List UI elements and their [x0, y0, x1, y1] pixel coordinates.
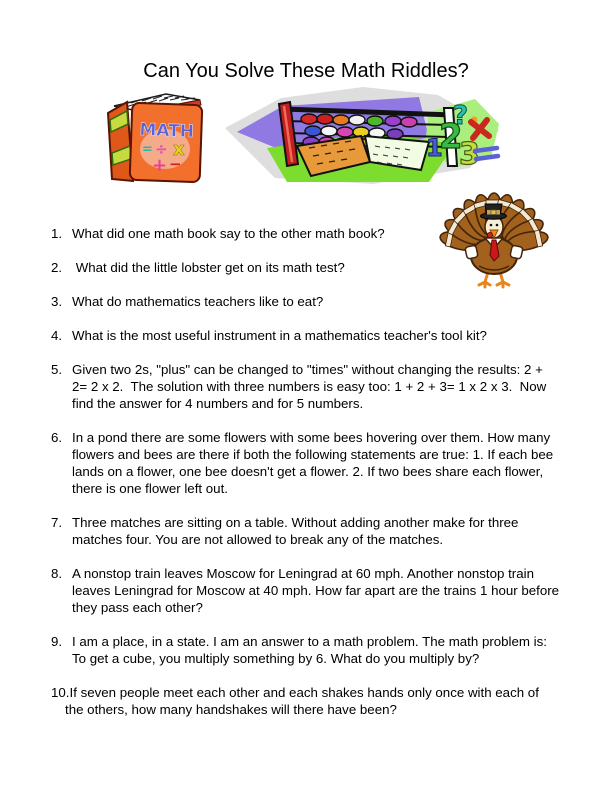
riddle-text: What did one math book say to the other math book?: [72, 226, 385, 241]
riddle-number: 8.: [51, 566, 63, 581]
riddle-text: In a pond there are some flowers with some bees hovering over them. How many flowers and bees are there if both the following statements are true: 1. If each bee lands on a flower, one bee doesn't get a flower. 2. If two bees share each flower, there is one flower left out.: [72, 430, 557, 496]
riddle-number: 2.: [51, 260, 63, 275]
riddle-item-5: [0, 361, 561, 412]
turkey-clipart: [439, 182, 549, 292]
riddle-text: I am a place, in a state. I am an answer to a math problem. The math problem is: To get a cube, you multiply something by 6. What do you multiply by?: [72, 634, 551, 666]
riddle-item-6: [0, 429, 561, 497]
pilgrim-hat-buckle: [491, 210, 496, 215]
riddle-text: What do mathematics teachers like to eat?: [72, 294, 324, 309]
riddle-item-10: [0, 684, 561, 718]
riddle-text: If seven people meet each other and each shakes hands only once with each of the others, how many handshakes will there have been?: [65, 685, 543, 717]
riddle-item-9: [0, 633, 561, 667]
riddle-number: 4.: [51, 328, 63, 343]
riddle-number: 5.: [51, 362, 63, 377]
riddle-number: 7.: [51, 515, 63, 530]
turkey-wing-cuff-right: [510, 245, 523, 259]
book-symbol-minus: −: [169, 155, 182, 173]
glyph-two: 2: [439, 117, 463, 157]
math-book-svg: [100, 89, 208, 185]
riddle-number: 6.: [51, 430, 63, 445]
riddle-number: 9.: [51, 634, 63, 649]
turkey-wing-cuff-left: [465, 245, 478, 259]
math-tools-svg: [223, 84, 501, 186]
riddle-text: What did the little lobster get on its math test?: [72, 260, 345, 275]
book-symbol-equals: =: [142, 142, 153, 157]
riddle-list: [0, 225, 561, 735]
turkey-eye-left: [490, 224, 493, 227]
math-book-title: MATH: [139, 120, 195, 142]
book-symbol-times: x: [173, 139, 185, 160]
turkey-eye-right: [496, 224, 499, 227]
glyph-one: 1: [426, 134, 443, 162]
math-tools-clipart: [223, 84, 501, 186]
riddle-item-7: [0, 514, 561, 548]
riddle-number: 10.: [51, 685, 70, 700]
math-book-clipart: [100, 89, 208, 185]
riddle-item-4: [0, 327, 561, 344]
page-title: Can You Solve These Math Riddles?: [143, 60, 469, 82]
riddle-text: A nonstop train leaves Moscow for Leningrad at 60 mph. Another nonstop train leaves Leningrad for Moscow at 40 mph. How far apart are the trains 1 hour before they pass each other?: [72, 566, 563, 615]
turkey-svg: [439, 182, 549, 292]
riddle-text: What is the most useful instrument in a mathematics teacher's tool kit?: [72, 328, 487, 343]
glyph-three: 3: [459, 137, 480, 172]
riddle-number: 1.: [51, 226, 63, 241]
riddle-text: Three matches are sitting on a table. Without adding another make for three matches four. You are not allowed to break any of the matches.: [72, 515, 523, 547]
glyph-question-mark: ?: [453, 101, 469, 131]
riddle-item-8: [0, 565, 561, 616]
riddle-text: Given two 2s, "plus" can be changed to "times" without changing the results: 2 + 2= 2 x 2. The solution with three numbers is easy too: 1 + 2 + 3= 1 x 2 x 3. Now find the answer for 4 numbers and for 5 numbers.: [72, 362, 550, 411]
turkey-wattle: [487, 232, 492, 237]
riddle-item-3: [0, 293, 561, 310]
book-symbol-plus: +: [152, 155, 168, 176]
book-symbol-divide: ÷: [155, 140, 168, 158]
riddle-number: 3.: [51, 294, 63, 309]
